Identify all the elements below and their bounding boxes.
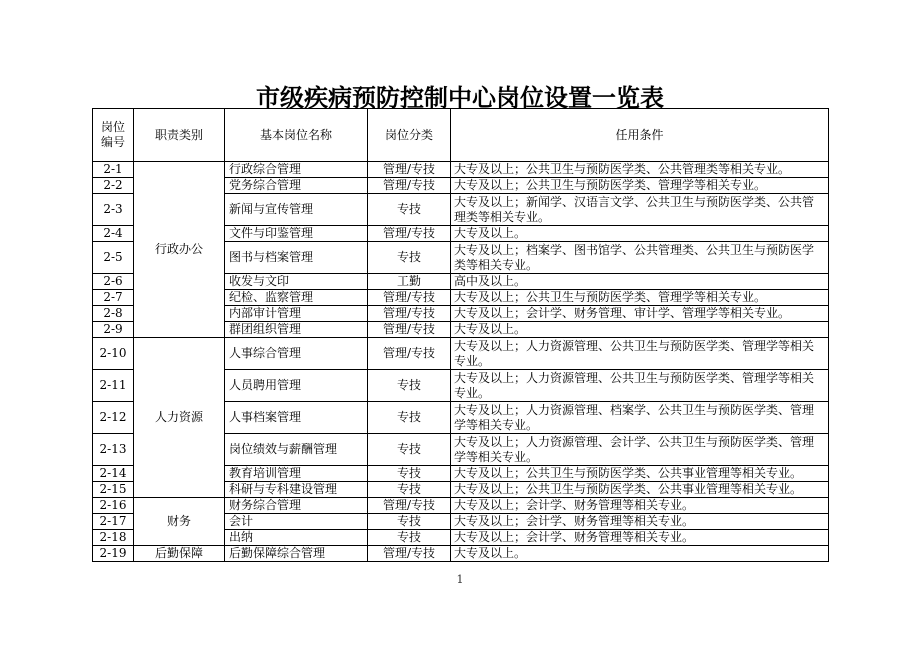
position-id: 2-4 <box>93 226 134 242</box>
requirements: 大专及以上；公共卫生与预防医学类、公共事业管理等相关专业。 <box>451 482 829 498</box>
position-id: 2-6 <box>93 274 134 290</box>
table-row <box>93 162 829 178</box>
header-category: 职责类别 <box>134 109 225 162</box>
duty-category: 人力资源 <box>134 338 225 498</box>
position-id: 2-18 <box>93 530 134 546</box>
requirements: 大专及以上；档案学、图书馆学、公共管理类、公共卫生与预防医学类等相关专业。 <box>451 242 829 274</box>
position-id: 2-14 <box>93 466 134 482</box>
position-type: 专技 <box>368 530 451 546</box>
requirements: 大专及以上；人力资源管理、会计学、公共卫生与预防医学类、管理学等相关专业。 <box>451 434 829 466</box>
position-name: 科研与专科建设管理 <box>225 482 368 498</box>
position-id: 2-11 <box>93 370 134 402</box>
position-id: 2-19 <box>93 546 134 562</box>
position-name: 群团组织管理 <box>225 322 368 338</box>
requirements: 大专及以上；会计学、财务管理等相关专业。 <box>451 514 829 530</box>
table-row <box>93 498 829 514</box>
position-id: 2-9 <box>93 322 134 338</box>
requirements: 大专及以上。 <box>451 226 829 242</box>
position-name: 收发与文印 <box>225 274 368 290</box>
position-name: 内部审计管理 <box>225 306 368 322</box>
position-type: 管理/专技 <box>368 338 451 370</box>
position-type: 管理/专技 <box>368 162 451 178</box>
requirements: 大专及以上；会计学、财务管理、审计学、管理学等相关专业。 <box>451 306 829 322</box>
position-name: 人事综合管理 <box>225 338 368 370</box>
requirements: 大专及以上；公共卫生与预防医学类、管理学等相关专业。 <box>451 290 829 306</box>
position-name: 行政综合管理 <box>225 162 368 178</box>
position-name: 党务综合管理 <box>225 178 368 194</box>
position-table <box>92 108 829 562</box>
requirements: 大专及以上。 <box>451 546 829 562</box>
position-id: 2-5 <box>93 242 134 274</box>
position-type: 管理/专技 <box>368 498 451 514</box>
duty-category: 财务 <box>134 498 225 546</box>
position-id: 2-3 <box>93 194 134 226</box>
requirements: 大专及以上；人力资源管理、公共卫生与预防医学类、管理学等相关专业。 <box>451 370 829 402</box>
position-type: 专技 <box>368 434 451 466</box>
position-id: 2-8 <box>93 306 134 322</box>
requirements: 大专及以上；公共卫生与预防医学类、公共事业管理等相关专业。 <box>451 466 829 482</box>
position-type: 管理/专技 <box>368 178 451 194</box>
position-id: 2-2 <box>93 178 134 194</box>
requirements: 大专及以上；会计学、财务管理等相关专业。 <box>451 530 829 546</box>
table-header-row <box>93 109 829 162</box>
position-name: 会计 <box>225 514 368 530</box>
position-type: 专技 <box>368 242 451 274</box>
position-id: 2-7 <box>93 290 134 306</box>
position-name: 人员聘用管理 <box>225 370 368 402</box>
position-type: 专技 <box>368 402 451 434</box>
requirements: 大专及以上；公共卫生与预防医学类、管理学等相关专业。 <box>451 178 829 194</box>
position-name: 文件与印鉴管理 <box>225 226 368 242</box>
position-type: 专技 <box>368 370 451 402</box>
position-type: 管理/专技 <box>368 306 451 322</box>
position-type: 专技 <box>368 482 451 498</box>
duty-category: 后勤保障 <box>134 546 225 562</box>
position-name: 纪检、监察管理 <box>225 290 368 306</box>
position-name: 教育培训管理 <box>225 466 368 482</box>
position-name: 图书与档案管理 <box>225 242 368 274</box>
position-type: 管理/专技 <box>368 290 451 306</box>
requirements: 大专及以上；公共卫生与预防医学类、公共管理类等相关专业。 <box>451 162 829 178</box>
position-type: 工勤 <box>368 274 451 290</box>
position-name: 新闻与宣传管理 <box>225 194 368 226</box>
position-type: 专技 <box>368 194 451 226</box>
position-id: 2-17 <box>93 514 134 530</box>
table-row <box>93 546 829 562</box>
position-name: 后勤保障综合管理 <box>225 546 368 562</box>
position-name: 出纳 <box>225 530 368 546</box>
duty-category: 行政办公 <box>134 162 225 338</box>
position-id: 2-15 <box>93 482 134 498</box>
requirements: 大专及以上。 <box>451 322 829 338</box>
position-id: 2-10 <box>93 338 134 370</box>
page-number: 1 <box>456 573 464 586</box>
position-name: 人事档案管理 <box>225 402 368 434</box>
position-id: 2-12 <box>93 402 134 434</box>
position-id: 2-16 <box>93 498 134 514</box>
requirements: 大专及以上；人力资源管理、公共卫生与预防医学类、管理学等相关专业。 <box>451 338 829 370</box>
header-requirements: 任用条件 <box>451 109 829 162</box>
position-type: 管理/专技 <box>368 322 451 338</box>
position-type: 专技 <box>368 514 451 530</box>
requirements: 大专及以上；会计学、财务管理等相关专业。 <box>451 498 829 514</box>
position-id: 2-1 <box>93 162 134 178</box>
header-type: 岗位分类 <box>368 109 451 162</box>
page-title: 市级疾病预防控制中心岗位设置一览表 <box>256 83 664 112</box>
position-type: 管理/专技 <box>368 546 451 562</box>
header-name: 基本岗位名称 <box>225 109 368 162</box>
requirements: 大专及以上；人力资源管理、档案学、公共卫生与预防医学类、管理学等相关专业。 <box>451 402 829 434</box>
requirements: 高中及以上。 <box>451 274 829 290</box>
header-id: 岗位编号 <box>93 109 134 162</box>
position-name: 岗位绩效与薪酬管理 <box>225 434 368 466</box>
table-row <box>93 338 829 370</box>
position-type: 专技 <box>368 466 451 482</box>
position-id: 2-13 <box>93 434 134 466</box>
position-type: 管理/专技 <box>368 226 451 242</box>
position-name: 财务综合管理 <box>225 498 368 514</box>
requirements: 大专及以上；新闻学、汉语言文学、公共卫生与预防医学类、公共管理类等相关专业。 <box>451 194 829 226</box>
